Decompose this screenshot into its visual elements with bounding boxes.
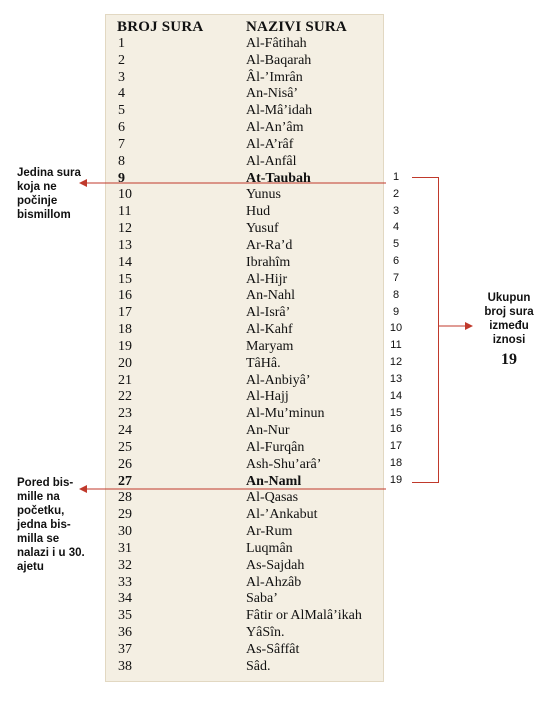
sura-number: 22 bbox=[118, 389, 132, 405]
sura-name: Al-Anbiyâ’ bbox=[246, 372, 311, 388]
sura-name: Al-Furqân bbox=[246, 439, 305, 455]
note-total-text: Ukupun broj sura između iznosi bbox=[484, 292, 534, 346]
sura-number: 8 bbox=[118, 153, 125, 169]
sura-number: 1 bbox=[118, 36, 125, 51]
sura-number: 13 bbox=[118, 237, 132, 253]
header-sura-number: BROJ SURA bbox=[117, 19, 204, 35]
sura-number: 33 bbox=[118, 574, 132, 590]
sura-name: Ar-Rum bbox=[246, 524, 293, 540]
sura-number: 21 bbox=[118, 372, 132, 388]
sura-number: 19 bbox=[118, 338, 132, 354]
sura-name: Al-Anfâl bbox=[246, 153, 297, 169]
sura-number: 24 bbox=[118, 423, 132, 439]
sura-name: Âl-’Imrân bbox=[246, 69, 303, 85]
sura-number: 37 bbox=[118, 641, 132, 657]
sura-name: Al-Qasas bbox=[246, 490, 299, 506]
counter-number: 2 bbox=[392, 187, 400, 200]
sura-name: Luqmân bbox=[246, 540, 293, 556]
sura-number: 30 bbox=[118, 524, 132, 540]
sura-name: Hud bbox=[246, 204, 271, 220]
sura-number: 32 bbox=[118, 557, 132, 573]
sura-number: 18 bbox=[118, 322, 132, 338]
sura-name: Sâd. bbox=[246, 658, 271, 674]
counter-number: 18 bbox=[389, 457, 403, 470]
sura-name: As-Sâffât bbox=[246, 641, 300, 657]
sura-name: Yunus bbox=[246, 187, 282, 203]
sura-number: 3 bbox=[118, 69, 125, 85]
counter-number: 7 bbox=[392, 271, 400, 284]
sura-name: Al-’Ankabut bbox=[246, 507, 318, 523]
sura-name: At-Taubah bbox=[246, 170, 311, 186]
note-total-count bbox=[477, 291, 541, 367]
sura-number: 35 bbox=[118, 608, 132, 624]
note-extra-bismillah: Pored bis-mille na početku, jedna bis-milla se nalazi i u 30. ajetu bbox=[17, 477, 85, 573]
sura-name: YâSîn. bbox=[246, 624, 285, 640]
counter-number: 3 bbox=[392, 204, 400, 217]
sura-name: Al-Fâtihah bbox=[246, 36, 307, 51]
sura-number: 26 bbox=[118, 456, 132, 472]
sura-number: 20 bbox=[118, 355, 132, 371]
sura-name: Saba’ bbox=[246, 591, 278, 607]
sura-number: 27 bbox=[118, 473, 132, 489]
sura-number: 10 bbox=[118, 187, 132, 203]
sura-name: Al-Ahzâb bbox=[246, 574, 302, 590]
header-sura-name: NAZIVI SURA bbox=[246, 19, 347, 35]
sura-name: Al-Hajj bbox=[246, 389, 289, 405]
sura-name: Al-Baqarah bbox=[246, 52, 312, 68]
counter-number: 4 bbox=[392, 221, 400, 234]
note-no-bismillah: Jedina sura koja ne počinje bismillom bbox=[17, 167, 81, 221]
sura-number: 16 bbox=[118, 288, 132, 304]
sura-number: 4 bbox=[118, 86, 125, 102]
counter-number: 19 bbox=[389, 473, 403, 486]
sura-number: 6 bbox=[118, 120, 125, 136]
counter-number: 9 bbox=[392, 305, 400, 318]
sura-number: 11 bbox=[118, 204, 132, 220]
sura-name: Al-An’âm bbox=[246, 120, 304, 136]
sura-name: Al-Hijr bbox=[246, 271, 288, 287]
sura-name: Maryam bbox=[246, 338, 294, 354]
sura-name: Ar-Ra’d bbox=[246, 237, 293, 253]
counter-number: 6 bbox=[392, 255, 400, 268]
sura-name: As-Sajdah bbox=[246, 557, 305, 573]
sura-number: 7 bbox=[118, 136, 125, 152]
sura-number: 2 bbox=[118, 52, 125, 68]
sura-name: Yusuf bbox=[246, 221, 279, 237]
counter-number: 16 bbox=[389, 423, 403, 436]
note-total-number: 19 bbox=[501, 351, 517, 368]
sura-name: Ash-Shu’arâ’ bbox=[246, 456, 322, 472]
sura-number: 17 bbox=[118, 305, 132, 321]
sura-number: 12 bbox=[118, 221, 132, 237]
sura-name: Ibrahîm bbox=[246, 254, 291, 270]
sura-name: An-Naml bbox=[246, 473, 302, 489]
counter-number: 5 bbox=[392, 238, 400, 251]
counter-number: 11 bbox=[390, 339, 402, 352]
sura-number: 23 bbox=[118, 406, 132, 422]
sura-name: An-Nur bbox=[246, 423, 290, 439]
sura-number: 15 bbox=[118, 271, 132, 287]
sura-number: 25 bbox=[118, 439, 132, 455]
sura-name: Al-Mu’minun bbox=[246, 406, 325, 422]
sura-name: TâHâ. bbox=[246, 355, 281, 371]
sura-number: 34 bbox=[118, 591, 132, 607]
sura-number: 29 bbox=[118, 507, 132, 523]
sura-name: An-Nisâ’ bbox=[246, 86, 299, 102]
sura-number: 36 bbox=[118, 624, 132, 640]
sura-name: Al-A’râf bbox=[246, 136, 294, 152]
counter-number: 10 bbox=[389, 322, 403, 335]
sura-number: 14 bbox=[118, 254, 132, 270]
counter-number: 14 bbox=[389, 389, 403, 402]
counter-number: 17 bbox=[389, 440, 403, 453]
sura-name: Fâtir or AlMalâ’ikah bbox=[246, 608, 362, 624]
sura-name: Al-Kahf bbox=[246, 322, 293, 338]
counter-number: 1 bbox=[392, 171, 400, 183]
sura-name: Al-Mâ’idah bbox=[246, 103, 313, 119]
sura-number: 38 bbox=[118, 658, 132, 674]
counter-number: 15 bbox=[389, 406, 403, 419]
sura-number: 9 bbox=[118, 170, 125, 186]
sura-number: 28 bbox=[118, 490, 132, 506]
counter-number: 8 bbox=[392, 288, 400, 301]
sura-name: Al-Isrâ’ bbox=[246, 305, 291, 321]
sura-number: 31 bbox=[118, 540, 132, 556]
sura-number: 5 bbox=[118, 103, 125, 119]
sura-name: An-Nahl bbox=[246, 288, 295, 304]
counter-number: 12 bbox=[389, 356, 403, 369]
counter-number: 13 bbox=[389, 372, 403, 385]
